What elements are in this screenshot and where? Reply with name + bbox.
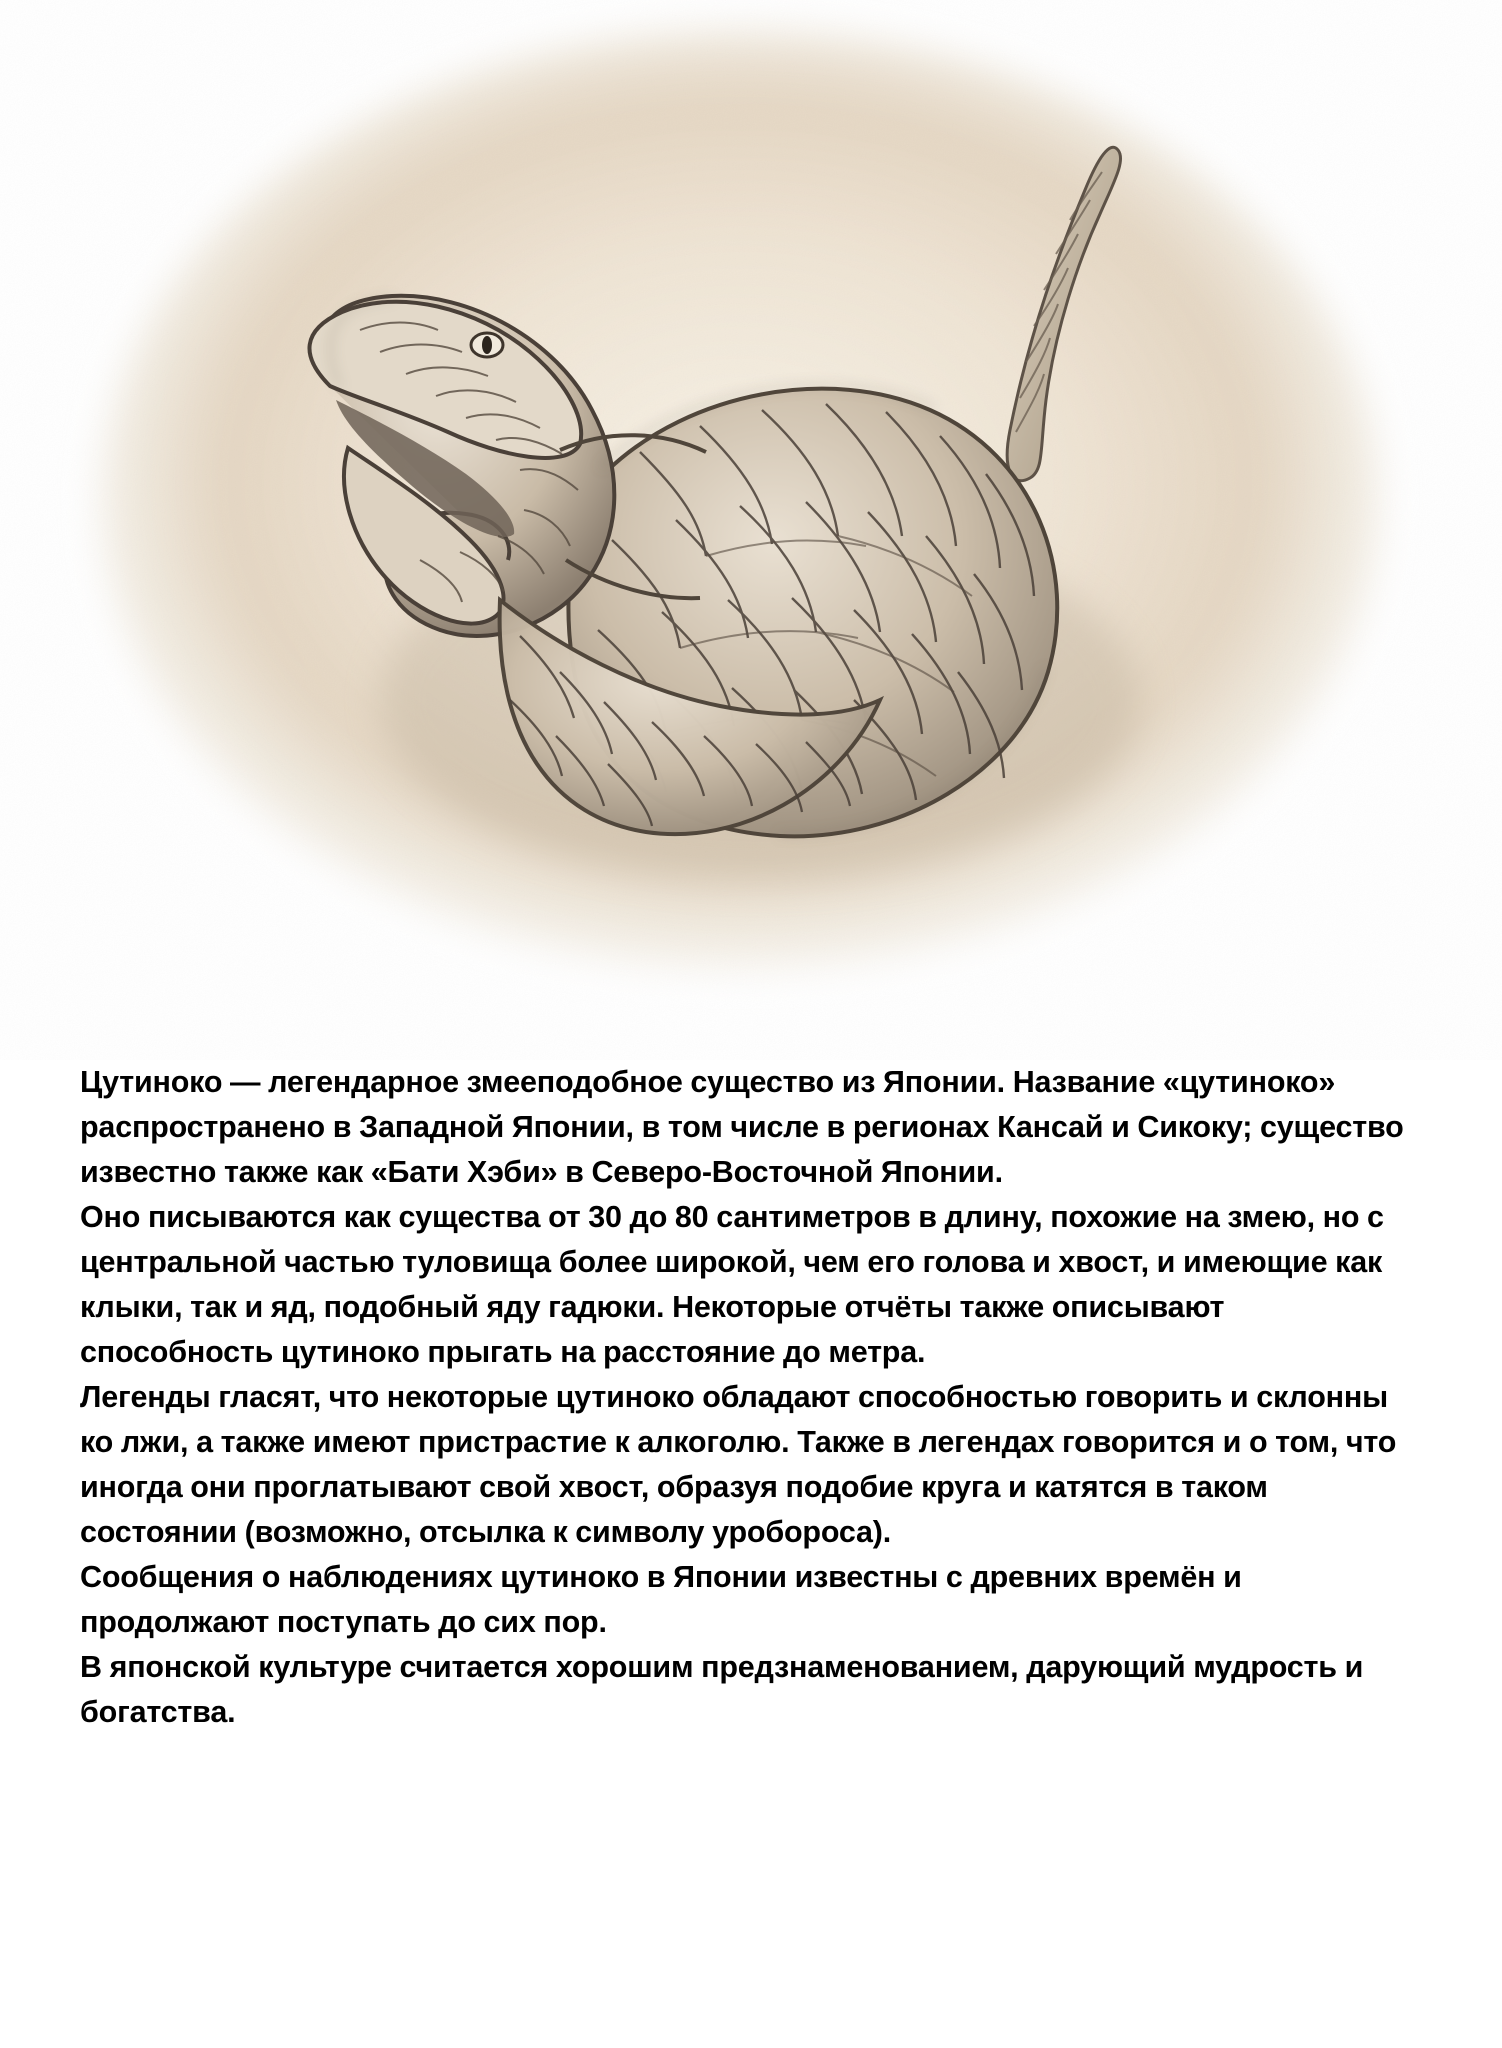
paragraph-2: Оно писываются как существа от 30 до 80 сантиметров в длину, похожие на змею, но с центральной частью туловища более широкой, чем его голова и хвост, и имеющие как клыки, так и яд, подобный яду гадюки. Некоторые отчёты также описывают способность цутиноко прыгать на расстояние до метра. bbox=[80, 1200, 1384, 1369]
paragraph-3: Легенды гласят, что некоторые цутиноко обладают способностью говорить и склонны ко лжи, а также имеют пристрастие к алкоголю. Также в легендах говорится и о том, что иногда они проглатывают свой хвост, образуя подобие круга и катятся в таком состоянии (возможно, отсылка к символу уробороса). bbox=[80, 1380, 1397, 1549]
article-text bbox=[0, 1060, 1502, 1735]
paragraph-1: Цутиноко — легендарное змееподобное существо из Японии. Название «цутиноко» распространено в Западной Японии, в том числе в регионах Кансай и Сикоку; существо известно также как «Бати Хэби» в Северо-Восточной Японии. bbox=[80, 1065, 1404, 1189]
paragraph-4: Сообщения о наблюдениях цутиноко в Японии известны с древних времён и продолжают поступать до сих пор. bbox=[80, 1560, 1242, 1639]
paragraph-5: В японской культуре считается хорошим предзнаменованием, дарующий мудрость и богатства. bbox=[80, 1650, 1364, 1729]
